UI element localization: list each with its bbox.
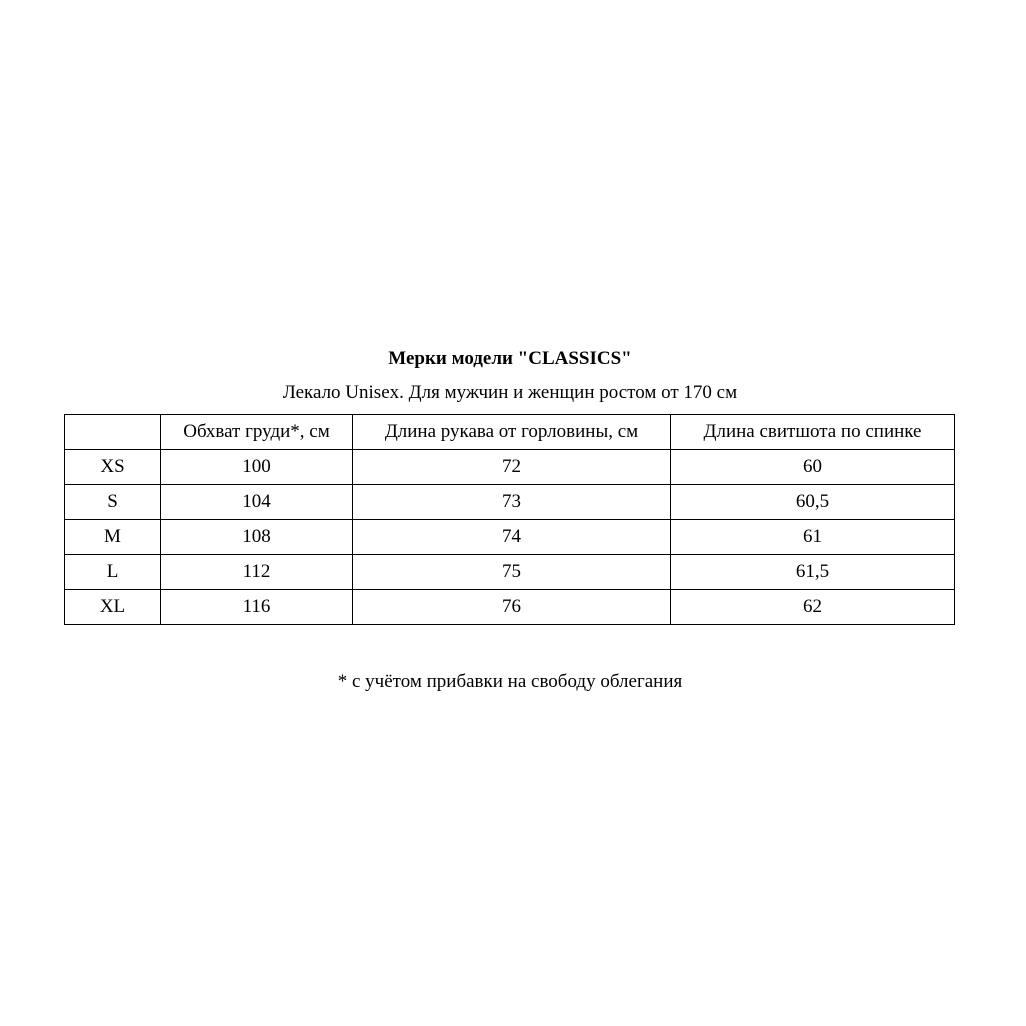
chest-cell: 100: [161, 450, 353, 485]
size-cell: XS: [65, 450, 161, 485]
sleeve-cell: 72: [353, 450, 671, 485]
back-length-cell: 62: [671, 590, 955, 625]
header-chest: Обхват груди*, см: [161, 415, 353, 450]
header-back-length: Длина свитшота по спинке: [671, 415, 955, 450]
chest-cell: 112: [161, 555, 353, 590]
document-title: Мерки модели "CLASSICS": [388, 348, 632, 369]
back-length-cell: 60: [671, 450, 955, 485]
size-cell: XL: [65, 590, 161, 625]
size-table: [64, 414, 955, 625]
chest-cell: 104: [161, 485, 353, 520]
size-cell: S: [65, 485, 161, 520]
table-row: [65, 590, 955, 625]
sleeve-cell: 76: [353, 590, 671, 625]
back-length-cell: 61: [671, 520, 955, 555]
table-row: [65, 450, 955, 485]
footnote: * с учётом прибавки на свободу облегания: [337, 671, 683, 692]
chest-cell: 116: [161, 590, 353, 625]
table-row: [65, 520, 955, 555]
table-header-row: [65, 415, 955, 450]
back-length-cell: 61,5: [671, 555, 955, 590]
document-subtitle: Лекало Unisex. Для мужчин и женщин ростом от 170 см: [282, 382, 738, 403]
table-row: [65, 485, 955, 520]
size-cell: L: [65, 555, 161, 590]
sleeve-cell: 74: [353, 520, 671, 555]
header-sleeve-length: Длина рукава от горловины, см: [353, 415, 671, 450]
back-length-cell: 60,5: [671, 485, 955, 520]
chest-cell: 108: [161, 520, 353, 555]
size-cell: M: [65, 520, 161, 555]
header-size: [65, 415, 161, 450]
sleeve-cell: 75: [353, 555, 671, 590]
table-row: [65, 555, 955, 590]
sleeve-cell: 73: [353, 485, 671, 520]
